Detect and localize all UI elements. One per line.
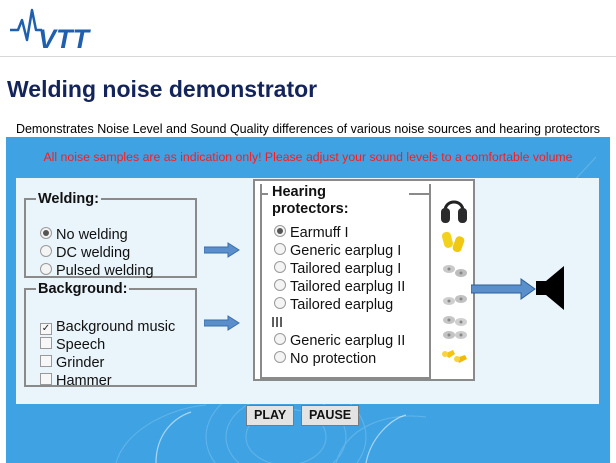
background-option-hammer[interactable]: Hammer — [40, 373, 112, 389]
play-button[interactable]: PLAY — [246, 405, 294, 426]
protector-option-tailored-1[interactable]: Tailored earplug I — [274, 261, 401, 277]
earmuff-icon — [439, 195, 469, 225]
demo-stage — [6, 137, 610, 463]
logo-text: VTT — [38, 24, 89, 50]
tailored-earplug-icon — [442, 261, 468, 281]
protector-option-tailored-3-wrap: III — [271, 315, 284, 331]
welding-option-pulsed[interactable]: Pulsed welding — [40, 263, 154, 279]
welding-group — [24, 191, 197, 278]
protector-option-generic-2[interactable]: Generic earplug II — [274, 333, 405, 349]
background-option-music[interactable]: ✓ Background music — [41, 319, 176, 335]
output-arrow-icon — [471, 278, 537, 300]
speaker-icon — [534, 264, 566, 312]
radio[interactable] — [40, 263, 52, 275]
protector-option-tailored-2[interactable]: Tailored earplug II — [274, 279, 405, 295]
checkbox[interactable] — [40, 355, 52, 367]
tailored-earplug-icon — [442, 291, 468, 311]
welding-option-dc[interactable]: DC welding — [40, 245, 130, 261]
radio[interactable] — [274, 279, 286, 291]
vtt-logo — [8, 6, 118, 50]
protector-option-earmuff-1[interactable]: Earmuff I — [274, 225, 349, 241]
background-option-speech[interactable]: Speech — [40, 337, 105, 353]
background-legend: Background: — [38, 281, 128, 297]
radio[interactable] — [274, 261, 286, 273]
radio[interactable] — [274, 297, 286, 309]
background-arrow-icon — [204, 315, 240, 331]
background-option-grinder[interactable]: Grinder — [40, 355, 104, 371]
checkbox[interactable] — [40, 337, 52, 349]
protectors-legend: Hearing protectors: — [269, 184, 352, 218]
pause-button[interactable]: PAUSE — [301, 405, 359, 426]
radio-selected[interactable] — [274, 225, 286, 237]
checkbox-checked[interactable]: ✓ — [41, 323, 51, 334]
controls-panel — [16, 178, 599, 404]
welding-option-none[interactable]: No welding — [40, 227, 128, 243]
background-group — [24, 281, 197, 387]
volume-warning: All noise samples are as indication only! Please adjust your sound levels to a comfortable volume — [43, 150, 573, 164]
radio[interactable] — [274, 351, 286, 363]
header-divider — [0, 56, 616, 57]
protector-option-generic-1[interactable]: Generic earplug I — [274, 243, 401, 259]
welding-arrow-icon — [204, 242, 240, 258]
page-title: Welding noise demonstrator — [7, 76, 318, 102]
radio[interactable] — [274, 333, 286, 345]
radio[interactable] — [274, 243, 286, 255]
welding-legend: Welding: — [38, 191, 99, 207]
protector-option-tailored-3[interactable]: Tailored earplug — [274, 297, 393, 313]
foam-earplug-icon — [440, 228, 468, 254]
radio-selected[interactable] — [40, 227, 52, 239]
radio[interactable] — [40, 245, 52, 257]
protector-option-none[interactable]: No protection — [274, 351, 376, 367]
generic-earplug-icon — [441, 346, 469, 366]
hearing-protectors-box — [253, 179, 475, 381]
tailored-earplug-icon — [442, 327, 468, 343]
checkbox[interactable] — [40, 373, 52, 385]
page-subtitle: Demonstrates Noise Level and Sound Quality differences of various noise sources and hearing protectors — [15, 122, 601, 136]
